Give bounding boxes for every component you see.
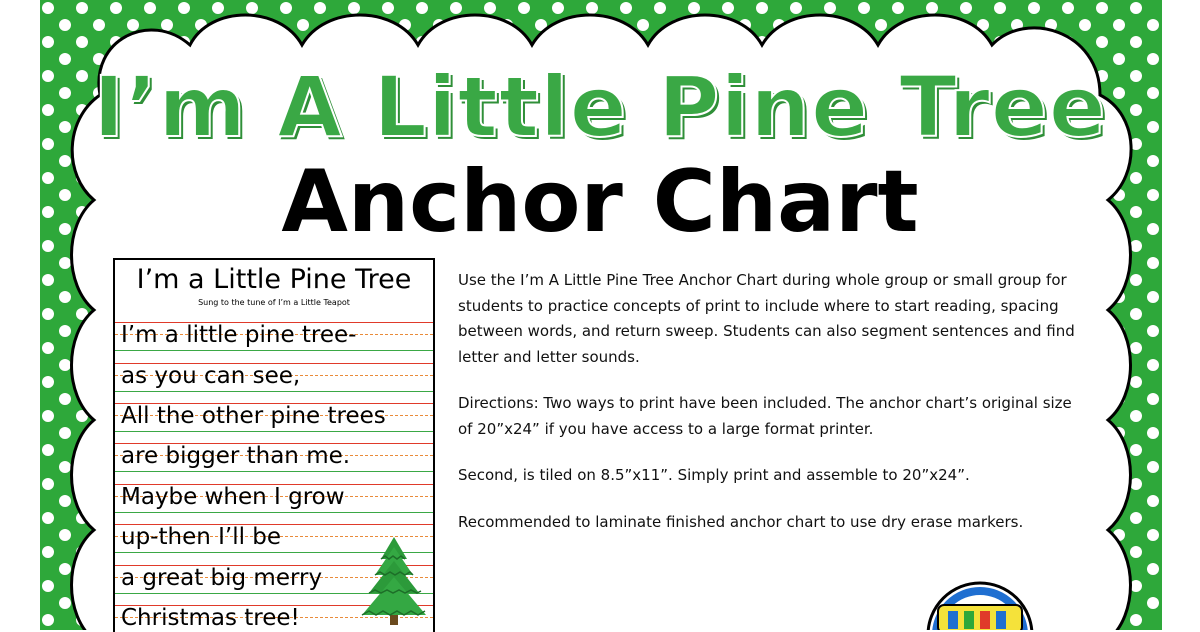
poem-line: [115, 401, 433, 441]
poem-subtitle: Sung to the tune of I’m a Little Teapot: [198, 298, 350, 307]
main-title: I’m A Little Pine Tree: [93, 58, 1107, 156]
sub-title: Anchor Chart: [281, 152, 919, 252]
poem-line: [115, 482, 433, 522]
poem-line-text: as you can see,: [121, 363, 301, 389]
poem-card: [113, 258, 435, 632]
poem-line-text: Christmas tree!: [121, 605, 300, 631]
description-paragraph: Recommended to laminate finished anchor chart to use dry erase markers.: [458, 512, 1024, 531]
poem-line-text: Maybe when I grow: [121, 484, 345, 510]
poem-line: [115, 320, 433, 360]
description-paragraph: Second, is tiled on 8.5”x11”. Simply print and assemble to 20”x24”.: [458, 466, 970, 484]
brand-logo: [920, 575, 1040, 630]
description-text: [458, 268, 1078, 556]
pine-tree-icon: [359, 535, 429, 627]
poem-line-text: I’m a little pine tree-: [121, 322, 357, 348]
poem-line-text: a great big merry: [121, 565, 323, 591]
poem-line-text: up-then I’ll be: [121, 524, 282, 550]
poem-line: [115, 441, 433, 481]
description-paragraph: Directions: Two ways to print have been included. The anchor chart’s original size of 20”x24” if you have access to a large format printer.: [458, 394, 1072, 438]
poem-line-text: All the other pine trees: [121, 403, 386, 429]
description-paragraph: Use the I’m A Little Pine Tree Anchor Chart during whole group or small group for students to practice concepts of print to include where to start reading, spacing between words, and return sweep. Students can also segment sentences and find letter and letter sounds.: [458, 271, 1075, 366]
poem-line: [115, 361, 433, 401]
poem-line-text: are bigger than me.: [121, 443, 351, 469]
poem-title: I’m a Little Pine Tree: [136, 264, 412, 295]
